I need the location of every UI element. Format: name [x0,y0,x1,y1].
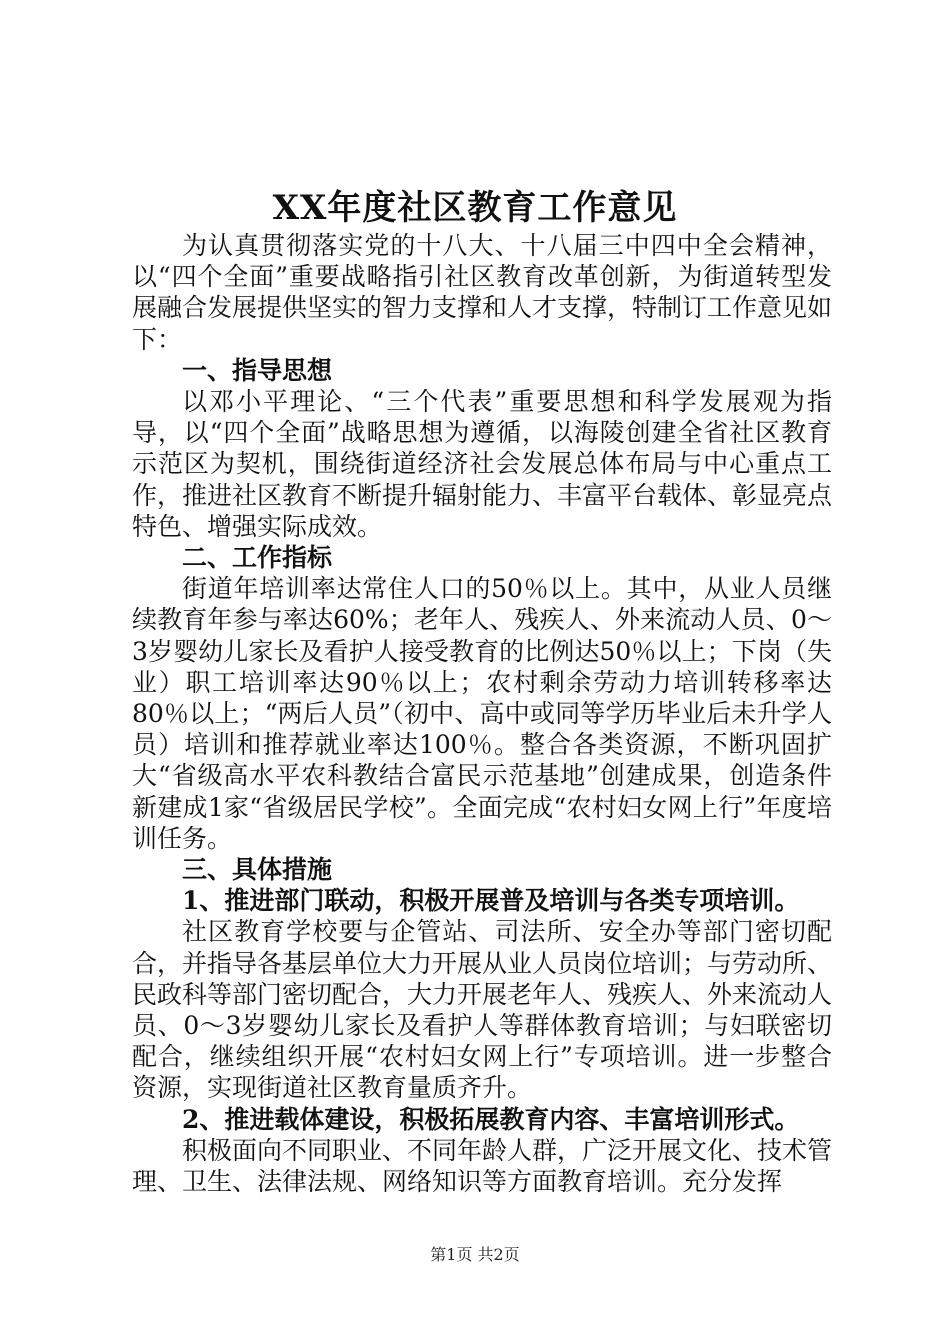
guiding-ideology-paragraph: 以邓小平理论、“三个代表”重要思想和科学发展观为指导，以“四个全面”战略思想为遵循，以海陵创建全省社区教育示范区为契机，围绕街道经济社会发展总体布局与中心重点工作，推进社区教育不断提升辐射能力、丰富平台载体、彰显亮点特色、增强实际成效。 [132,387,833,541]
section-heading-measures: 三、具体措施 [182,855,333,885]
department-linkage-paragraph: 社区教育学校要与企管站、司法所、安全办等部门密切配合，并指导各基层单位大力开展从业人员岗位培训；与劳动所、民政科等部门密切配合，大力开展老年人、残疾人、外来流动人员、0～3岁婴幼儿家长及看护人等群体教育培训；与妇联密切配合，继续组织开展“农村妇女网上行”专项培训。进一步整合资源，实现街道社区教育量质齐升。 [132,917,833,1103]
document-body [132,230,832,1197]
work-targets-paragraph: 街道年培训率达常住人口的50％以上。其中，从业人员继续教育年参与率达60%；老年人、残疾人、外来流动人员、0～3岁婴幼儿家长及看护人接受教育的比例达50％以上；下岗（失业）职工培训率达90％以上；农村剩余劳动力培训转移率达80％以上；“两后人员”（初中、高中或同等学历毕业后未升学人员）培训和推荐就业率达100％。整合各类资源，不断巩固扩大“省级高水平农科教结合富民示范基地”创建成果，创造条件新建成1家“省级居民学校”。全面完成“农村妇女网上行”年度培训任务。 [132,574,832,853]
document-title: XX年度社区教育工作意见 [272,188,678,228]
page-number-footer: 第1页 共2页 [430,1245,520,1264]
subheading-department-linkage: 1、推进部门联动，积极开展普及培训与各类专项培训。 [182,886,800,916]
section-heading-work-targets: 二、工作指标 [182,543,333,573]
subheading-carrier-building: 2、推进载体建设，积极拓展教育内容、丰富培训形式。 [182,1104,800,1134]
intro-paragraph: 为认真贯彻落实党的十八大、十八届三中四中全会精神，以“四个全面”重要战略指引社区教育改革创新，为街道转型发展融合发展提供坚实的智力支撑和人才支撑，特制订工作意见如下： [132,231,833,354]
carrier-building-paragraph: 积极面向不同职业、不同年龄人群，广泛开展文化、技术管理、卫生、法律法规、网络知识等方面教育培训。充分发挥 [132,1135,833,1197]
section-heading-guiding-ideology: 一、指导思想 [182,355,333,385]
